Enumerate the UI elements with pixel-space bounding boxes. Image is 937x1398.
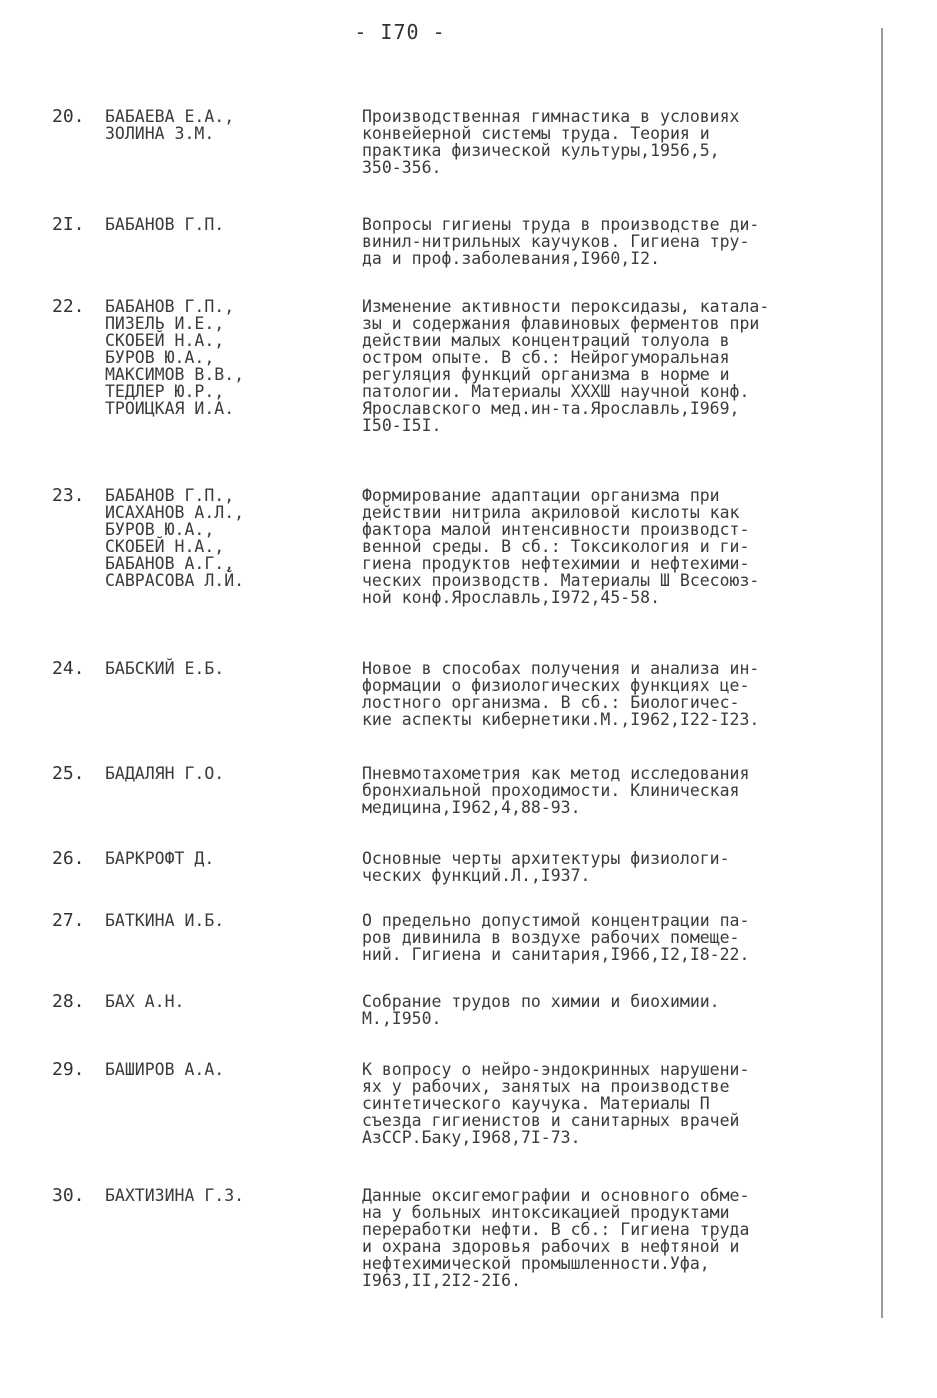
entry-authors [105,487,315,589]
citation-line: ях у рабочих, занятых на производстве [362,1077,730,1096]
author-name: ИСАХАНОВ А.Л., [105,503,245,522]
author-name: БАБАНОВ Г.П., [105,486,235,505]
author-name: БАШИРОВ А.А. [105,1060,225,1079]
citation-line: медицина,I962,4,88-93. [362,798,581,817]
citation-line: лостного организма. В сб.: Биологичес- [362,693,740,712]
author-name: ТЕДЛЕР Ю.Р., [105,382,225,401]
entry-authors [105,1061,315,1078]
citation-line: съезда гигиенистов и санитарных врачей [362,1111,740,1130]
author-name: БАТКИНА И.Б. [105,911,225,930]
entry-number: 27. [52,910,85,931]
citation-line: и охрана здоровья рабочих в нефтяной и [362,1237,740,1256]
author-name: БАХ А.Н. [105,992,185,1011]
entry-number: 25. [52,763,85,784]
citation-line: синтетического каучука. Материалы П [362,1094,710,1113]
entry-authors [105,850,315,867]
citation-line: Новое в способах получения и анализа ин- [362,659,760,678]
entry-citation [362,487,882,606]
author-name: БУРОВ Ю.А., [105,520,215,539]
citation-line: винил-нитрильных каучуков. Гигиена тру- [362,232,750,251]
citation-line: 350-356. [362,158,442,177]
author-name: МАКСИМОВ В.В., [105,365,245,384]
citation-line: гиена продуктов нефтехимии и нефтехими- [362,554,750,573]
entry-number: 24. [52,658,85,679]
entry-authors [105,298,315,417]
citation-line: Собрание трудов по химии и биохимии. [362,992,720,1011]
citation-line: действии нитрила акриловой кислоты как [362,503,740,522]
citation-line: ческих функций.Л.,I937. [362,866,591,885]
entry-citation [362,108,882,176]
entry-citation [362,660,882,728]
citation-line: регуляция функций организма в норме и [362,365,730,384]
citation-line: зы и содержания флавиновых ферментов при [362,314,760,333]
author-name: СКОБЕЙ Н.А., [105,331,225,350]
citation-line: О предельно допустимой концентрации па- [362,911,750,930]
citation-line: на у больных интоксикацией продуктами [362,1203,730,1222]
entry-authors [105,108,315,142]
citation-line: Производственная гимнастика в условиях [362,107,740,126]
entry-number: 30. [52,1185,85,1206]
author-name: БАБАНОВ Г.П. [105,215,225,234]
citation-line: Вопросы гигиены труда в производстве ди- [362,215,760,234]
citation-line: бронхиальной проходимости. Клиническая [362,781,740,800]
entry-authors [105,912,315,929]
citation-line: фактора малой интенсивности производст- [362,520,750,539]
citation-line: ний. Гигиена и санитария,I966,I2,I8-22. [362,945,750,964]
citation-line: патологии. Материалы XXXШ научной конф. [362,382,750,401]
entry-citation [362,1187,882,1289]
page-number: - I70 - [354,20,446,44]
citation-line: К вопросу о нейро-эндокринных нарушени- [362,1060,750,1079]
entry-number: 20. [52,106,85,127]
citation-line: Основные черты архитектуры физиологи- [362,849,730,868]
entry-citation [362,1061,882,1146]
author-name: БАБАНОВ Г.П., [105,297,235,316]
citation-line: нефтехимической промышленности.Уфа, [362,1254,710,1273]
author-name: БАБАНОВ А.Г., [105,554,235,573]
entry-number: 2I. [52,214,85,235]
citation-line: I963,II,2I2-2I6. [362,1271,521,1290]
citation-line: Ярославского мед.ин-та.Ярославль,I969, [362,399,740,418]
entry-authors [105,216,315,233]
entry-number: 23. [52,485,85,506]
entry-number: 22. [52,296,85,317]
citation-line: АзССР.Баку,I968,7I-73. [362,1128,581,1147]
author-name: БУРОВ Ю.А., [105,348,215,367]
entry-citation [362,850,882,884]
author-name: СКОБЕЙ Н.А., [105,537,225,556]
author-name: БАРКРОФТ Д. [105,849,215,868]
entry-number: 29. [52,1059,85,1080]
citation-line: конвейерной системы труда. Теория и [362,124,710,143]
author-name: БАБСКИЙ Е.Б. [105,659,225,678]
citation-line: ной конф.Ярославль,I972,45-58. [362,588,661,607]
entry-citation [362,912,882,963]
citation-line: практика физической культуры,1956,5, [362,141,720,160]
citation-line: Пневмотахометрия как метод исследования [362,764,750,783]
citation-line: ческих производств. Материалы Ш Всесоюз- [362,571,760,590]
citation-line: кие аспекты кибернетики.М.,I962,I22-I23. [362,710,760,729]
entry-authors [105,993,315,1010]
citation-line: действии малых концентраций толуола в [362,331,730,350]
citation-line: Данные оксигемографии и основного обме- [362,1186,750,1205]
citation-line: формации о физиологических функциях це- [362,676,750,695]
author-name: ПИЗЕЛЬ И.Е., [105,314,225,333]
citation-line: переработки нефти. В сб.: Гигиена труда [362,1220,750,1239]
author-name: БАХТИЗИНА Г.З. [105,1186,245,1205]
citation-line: ров дивинила в воздухе рабочих помеще- [362,928,740,947]
entry-number: 28. [52,991,85,1012]
author-name: САВРАСОВА Л.Й. [105,571,245,590]
entry-citation [362,216,882,267]
entry-authors [105,1187,315,1204]
author-name: ТРОИЦКАЯ И.А. [105,399,235,418]
entry-citation [362,993,882,1027]
citation-line: Формирование адаптации организма при [362,486,720,505]
citation-line: остром опыте. В сб.: Нейрогуморальная [362,348,730,367]
citation-line: I50-I5I. [362,416,442,435]
entry-citation [362,298,882,434]
citation-line: венной среды. В сб.: Токсикология и ги- [362,537,750,556]
entry-authors [105,765,315,782]
author-name: БАДАЛЯН Г.О. [105,764,225,783]
citation-line: М.,I950. [362,1009,442,1028]
citation-line: Изменение активности пероксидазы, катала- [362,297,770,316]
author-name: ЗОЛИНА З.М. [105,124,215,143]
entry-number: 26. [52,848,85,869]
entry-citation [362,765,882,816]
citation-line: да и проф.заболевания,I960,I2. [362,249,661,268]
entry-authors [105,660,315,677]
author-name: БАБАЕВА Е.А., [105,107,235,126]
